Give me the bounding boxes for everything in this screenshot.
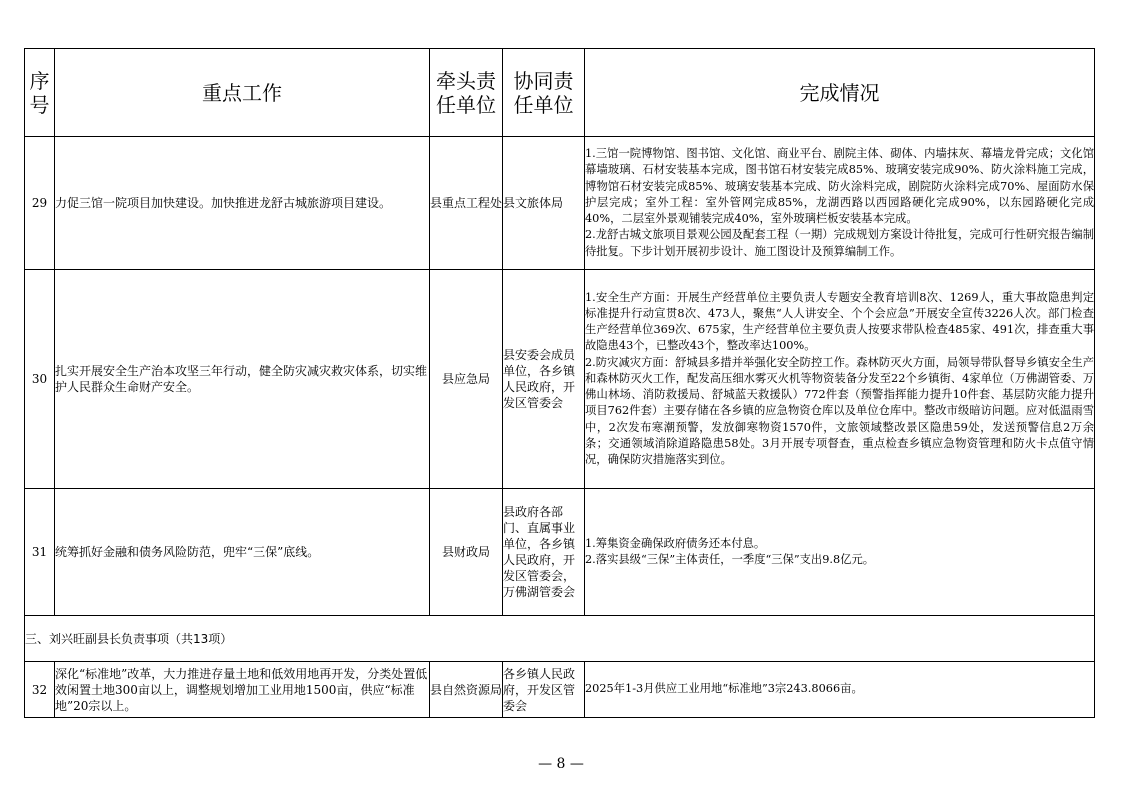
status-item: 1.安全生产方面：开展生产经营单位主要负责人专题安全教育培训8次、1269人，重大事故隐患判定标准提升行动宣贯8次、473人，聚焦“人人讲安全、个个会应急”开展安全宣传3226人次。部门检查生产经营单位369次、675家，生产经营单位主要负责人按要求带队检查485家、491次，排查重大事故隐患43个，已整改43个，整改率达100%。 (585, 290, 1094, 353)
coop-unit-cell: 县政府各部门、直属事业单位，各乡镇人民政府，开发区管委会，万佛湖管委会 (503, 489, 585, 616)
coop-unit-cell: 各乡镇人民政府，开发区管委会 (503, 662, 585, 718)
status-item: 2.龙舒古城文旅项目景观公园及配套工程（一期）完成规划方案设计待批复，完成可行性研究报告编制待批复。下步计划开展初步设计、施工图设计及预算编制工作。 (585, 228, 1094, 258)
table-row (25, 662, 1095, 718)
row-number: 32 (25, 662, 55, 718)
task-cell: 力促三馆一院项目加快建设。加快推进龙舒古城旅游项目建设。 (55, 137, 430, 270)
lead-unit-cell: 县财政局 (430, 489, 503, 616)
work-progress-table (24, 48, 1095, 718)
header-lead: 牵头责任单位 (430, 49, 503, 137)
lead-unit-cell: 县自然资源局 (430, 662, 503, 718)
task-cell: 深化“标准地”改革，大力推进存量土地和低效用地再开发，分类处置低效闲置土地300亩以上，调整规划增加工业用地1500亩，供应“标准地”20宗以上。 (55, 662, 430, 718)
table-row (25, 270, 1095, 489)
task-cell: 统筹抓好金融和债务风险防范，兜牢“三保”底线。 (55, 489, 430, 616)
coop-unit-cell: 县安委会成员单位，各乡镇人民政府，开发区管委会 (503, 270, 585, 489)
table-row (25, 137, 1095, 270)
status-item: 1.三馆一院博物馆、图书馆、文化馆、商业平台、剧院主体、砌体、内墙抹灰、幕墙龙骨完成；文化馆幕墙玻璃、石材安装基本完成，图书馆石材安装完成85%、玻璃安装完成90%、防火涂料施工完成，博物馆石材安装完成85%、玻璃安装基本完成、防火涂料完成，剧院防火涂料完成70%、屋面防水保护层完成；室外工程：室外管网完成85%，龙湖西路以西园路硬化完成90%，以东园路硬化完成40%，二层室外景观铺装完成40%，室外玻璃栏板安装基本完成。 (585, 147, 1094, 226)
section-title: 三、刘兴旺副县长负责事项（共13项） (25, 616, 1095, 662)
status-item: 1.筹集资金确保政府债务还本付息。 (585, 536, 766, 550)
lead-unit-cell: 县应急局 (430, 270, 503, 489)
status-cell: 2025年1-3月供应工业用地“标准地”3宗243.8066亩。 (585, 662, 1095, 718)
row-number: 30 (25, 270, 55, 489)
table-header-row (25, 49, 1095, 137)
status-cell (585, 137, 1095, 270)
row-number: 31 (25, 489, 55, 616)
status-item: 2.落实县级“三保”主体责任，一季度“三保”支出9.8亿元。 (585, 553, 875, 566)
status-cell (585, 489, 1095, 616)
header-task: 重点工作 (55, 49, 430, 137)
header-coop: 协同责任单位 (503, 49, 585, 137)
table-row (25, 489, 1095, 616)
lead-unit-cell: 县重点工程处 (430, 137, 503, 270)
row-number: 29 (25, 137, 55, 270)
page-number: — 8 — (538, 756, 584, 772)
coop-unit-cell: 县文旅体局 (503, 137, 585, 270)
section-row (25, 616, 1095, 662)
header-status: 完成情况 (585, 49, 1095, 137)
status-cell (585, 270, 1095, 489)
header-no: 序号 (25, 49, 55, 137)
status-item: 2.防灾减灾方面：舒城县多措并举强化安全防控工作。森林防灭火方面，局领导带队督导乡镇安全生产和森林防灭火工作，配发高压细水雾灭火机等物资装备分发至22个乡镇街、4家单位（万佛湖管委、万佛山林场、消防救援局、舒城蓝天救援队）772件套（预警指挥能力提升10件套、基层防灾能力提升项目762件套）主要存储在各乡镇的应急物资仓库以及单位仓库中。整改市级暗访问题。应对低温雨雪中，2次发布寒潮预警，发放御寒物资1570件，文旅领域整改景区隐患59处，发送预警信息2万余条；交通领域消除道路隐患58处。3月开展专项督查，重点检查乡镇应急物资管理和防火卡点值守情况，确保防灾措施落实到位。 (585, 355, 1094, 466)
task-cell: 扎实开展安全生产治本攻坚三年行动，健全防灾减灾救灾体系，切实维护人民群众生命财产安全。 (55, 270, 430, 489)
